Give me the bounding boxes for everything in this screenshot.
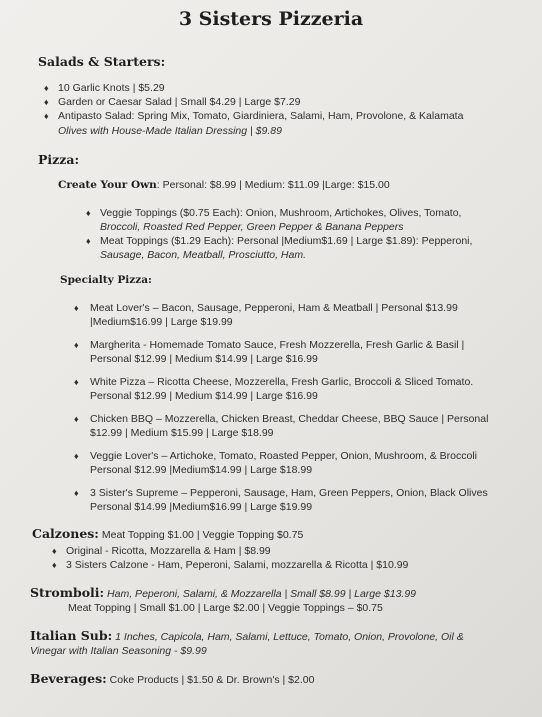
create-your-own-label: Create Your Own	[58, 179, 157, 191]
specialty-heading: Specialty Pizza:	[60, 274, 152, 286]
bullet-icon: ♦	[44, 97, 49, 107]
italian-sub-text: 1 Inches, Capicola, Ham, Salami, Lettuce, Tomato, Onion, Provolone, Oil &	[112, 631, 464, 643]
pizza-heading: Pizza:	[38, 152, 80, 167]
bullet-icon: ♦	[44, 111, 49, 121]
stromboli-heading: Stromboli:	[30, 585, 105, 600]
create-your-own-prices: : Personal: $8.99 | Medium: $11.09 |Large: $15.00	[156, 179, 390, 191]
calzones-prices: Meat Topping $1.00 | Veggie Topping $0.75	[98, 529, 304, 541]
bullet-icon: ♦	[74, 340, 79, 350]
italian-sub-heading: Italian Sub:	[30, 628, 113, 643]
bullet-icon: ♦	[74, 303, 79, 313]
stromboli-text: Ham, Peperoni, Salami, & Mozzarella | Small $8.99 | Large $13.99	[104, 588, 417, 600]
bullet-icon: ♦	[74, 451, 79, 461]
bullet-icon: ♦	[86, 208, 91, 218]
specialty-item: Veggie Lover's – Artichoke, Tomato, Roasted Pepper, Onion, Mushroom, & Broccoli	[90, 450, 478, 462]
stromboli-line	[30, 586, 416, 601]
italian-sub-line	[30, 629, 464, 644]
specialty-item-prices: Personal $12.99 |Medium$14.99 | Large $18.99	[90, 464, 313, 476]
bullet-icon: ♦	[86, 236, 91, 246]
calzones-line	[32, 527, 303, 542]
beverages-text: Coke Products | $1.50 & Dr. Brown's | $2.00	[106, 674, 315, 686]
salads-item: Garden or Caesar Salad | Small $4.29 | Large $7.29	[58, 96, 301, 108]
beverages-heading: Beverages:	[30, 671, 107, 686]
meat-toppings-cont: Sausage, Bacon, Meatball, Prosciutto, Ham.	[100, 249, 307, 261]
bullet-icon: ♦	[74, 377, 79, 387]
salads-item-cont: Olives with House-Made Italian Dressing | $9.89	[58, 125, 282, 137]
page-title: 3 Sisters Pizzeria	[178, 8, 364, 30]
specialty-item-prices: Personal $14.99 |Medium$16.99 | Large $19.99	[90, 501, 313, 513]
create-your-own-line	[58, 178, 390, 192]
specialty-item-prices: $12.99 | Medium $15.99 | Large $18.99	[90, 427, 274, 439]
specialty-item: Margherita - Homemade Tomato Sauce, Fresh Mozzerella, Fresh Garlic & Basil |	[90, 339, 465, 351]
specialty-item-prices: Personal $12.99 | Medium $14.99 | Large $16.99	[90, 390, 318, 402]
specialty-item-prices: |Medium$16.99 | Large $19.99	[90, 316, 233, 328]
specialty-item: Chicken BBQ – Mozzerella, Chicken Breast, Cheddar Cheese, BBQ Sauce | Personal	[90, 413, 489, 425]
salads-item: Antipasto Salad: Spring Mix, Tomato, Giardiniera, Salami, Ham, Provolone, & Kalamata	[58, 110, 464, 122]
bullet-icon: ♦	[44, 83, 49, 93]
italian-sub-cont: Vinegar with Italian Seasoning - $9.99	[30, 645, 207, 657]
bullet-icon: ♦	[74, 414, 79, 424]
calzone-item: 3 Sisters Calzone - Ham, Peperoni, Salami, mozzarella & Ricotta | $10.99	[66, 559, 409, 571]
specialty-item: White Pizza – Ricotta Cheese, Mozzerella, Fresh Garlic, Broccoli & Sliced Tomato.	[90, 376, 474, 388]
calzone-item: Original - Ricotta, Mozzarella & Ham | $8.99	[66, 545, 271, 557]
salads-item: 10 Garlic Knots | $5.29	[58, 82, 165, 94]
veggie-toppings-cont: Broccoli, Roasted Red Pepper, Green Pepper & Banana Peppers	[100, 221, 404, 233]
veggie-toppings: Veggie Toppings ($0.75 Each): Onion, Mushroom, Artichokes, Olives, Tomato,	[100, 207, 462, 219]
bullet-icon: ♦	[74, 488, 79, 498]
meat-toppings: Meat Toppings ($1.29 Each): Personal |Medium$1.69 | Large $1.89): Pepperoni,	[100, 235, 473, 247]
salads-heading: Salads & Starters:	[38, 54, 166, 69]
bullet-icon: ♦	[52, 560, 57, 570]
specialty-item: Meat Lover's – Bacon, Sausage, Pepperoni, Ham & Meatball | Personal $13.99	[90, 302, 458, 314]
specialty-item: 3 Sister's Supreme – Pepperoni, Sausage, Ham, Green Peppers, Onion, Black Olives	[90, 487, 488, 499]
calzones-heading: Calzones:	[32, 526, 99, 541]
beverages-line	[30, 672, 314, 687]
stromboli-toppings: Meat Topping | Small $1.00 | Large $2.00 | Veggie Toppings – $0.75	[68, 602, 383, 614]
bullet-icon: ♦	[52, 546, 57, 556]
specialty-item-prices: Personal $12.99 | Medium $14.99 | Large $16.99	[90, 353, 318, 365]
